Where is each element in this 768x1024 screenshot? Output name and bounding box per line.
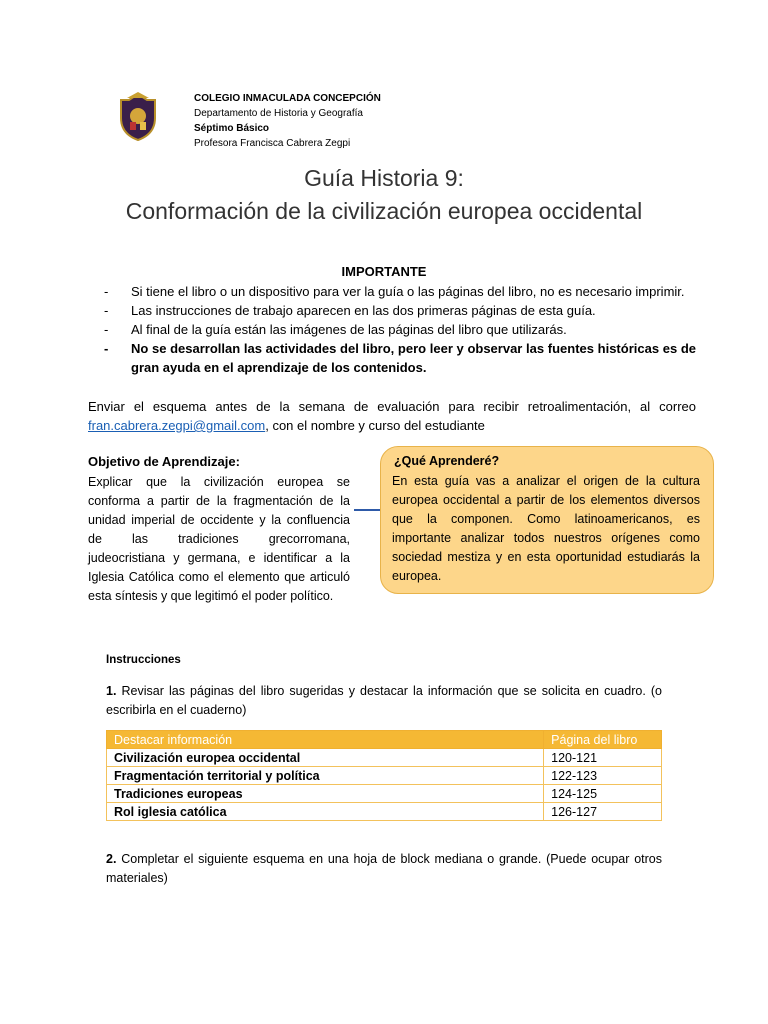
table-cell: 126-127 <box>544 803 662 821</box>
table-cell: 120-121 <box>544 749 662 767</box>
list-item: - Si tiene el libro o un dispositivo para ver la guía o las páginas del libro, no es necesario imprimir. <box>104 284 685 299</box>
callout-heading: ¿Qué Aprenderé? <box>394 454 500 468</box>
table-header-row <box>107 731 662 749</box>
list-item: - No se desarrollan las actividades del libro, pero leer y observar las fuentes históricas es de gran ayuda en el aprendizaje de los contenidos. <box>104 341 696 375</box>
send-instructions: Enviar el esquema antes de la semana de evaluación para recibir retroalimentación, al correo fran.cabrera.zegpi@gmail.com, con el nombre y curso del estudiante <box>88 399 696 433</box>
instruction-step-1: 1. Revisar las páginas del libro sugeridas y destacar la información que se solicita en cuadro. (o escribirla en el cuaderno) <box>106 684 662 717</box>
instruction-step-2: 2. Completar el siguiente esquema en una hoja de block mediana o grande. (Puede ocupar otros materiales) <box>106 852 662 885</box>
page-subtitle: Conformación de la civilización europea occidental <box>125 198 643 224</box>
table-cell: Fragmentación territorial y política <box>107 767 544 785</box>
table-cell: Tradiciones europeas <box>107 785 544 803</box>
page-title: Guía Historia 9: <box>304 165 464 191</box>
table-row <box>107 785 662 803</box>
book-pages-table <box>106 730 662 821</box>
table-row <box>107 803 662 821</box>
table-cell: Civilización europea occidental <box>107 749 544 767</box>
important-list <box>104 282 696 377</box>
instructions-heading: Instrucciones <box>106 654 181 666</box>
school-header <box>194 91 381 151</box>
email-link[interactable]: fran.cabrera.zegpi@gmail.com <box>88 418 266 433</box>
list-item: - Las instrucciones de trabajo aparecen en las dos primeras páginas de esta guía. <box>104 303 596 318</box>
teacher-name: Profesora Francisca Cabrera Zegpi <box>194 138 351 149</box>
callout-text: En esta guía vas a analizar el origen de la cultura europea occidental a partir de los elementos diversos que la componen. Como latinoamericanos, es importante analizar todos nuestros orígenes como sociedad mestiza y en esta oportunidad estudiarás la europea. <box>392 474 700 583</box>
column-header: Página del libro <box>544 731 662 749</box>
school-crest-icon <box>117 92 159 142</box>
table-cell: Rol iglesia católica <box>107 803 544 821</box>
table-row <box>107 767 662 785</box>
grade-level: Séptimo Básico <box>194 123 270 134</box>
table-cell: 122-123 <box>544 767 662 785</box>
objective-text: Explicar que la civilización europea se conforma a partir de la fragmentación de la unidad imperial de occidente y la confluencia de las tradiciones grecorromana, judeocristiana y germana, e identificar a la Iglesia Católica como el elemento que articuló esta síntesis y que legitimó el poder político. <box>88 475 350 603</box>
list-item: - Al final de la guía están las imágenes de las páginas del libro que utilizarás. <box>104 322 567 337</box>
important-heading: IMPORTANTE <box>341 264 427 279</box>
table-row <box>107 749 662 767</box>
school-name: COLEGIO INMACULADA CONCEPCIÓN <box>194 93 381 104</box>
objective-heading: Objetivo de Aprendizaje: <box>88 454 240 469</box>
department-name: Departamento de Historia y Geografía <box>194 108 363 119</box>
column-header: Destacar información <box>107 731 544 749</box>
table-cell: 124-125 <box>544 785 662 803</box>
